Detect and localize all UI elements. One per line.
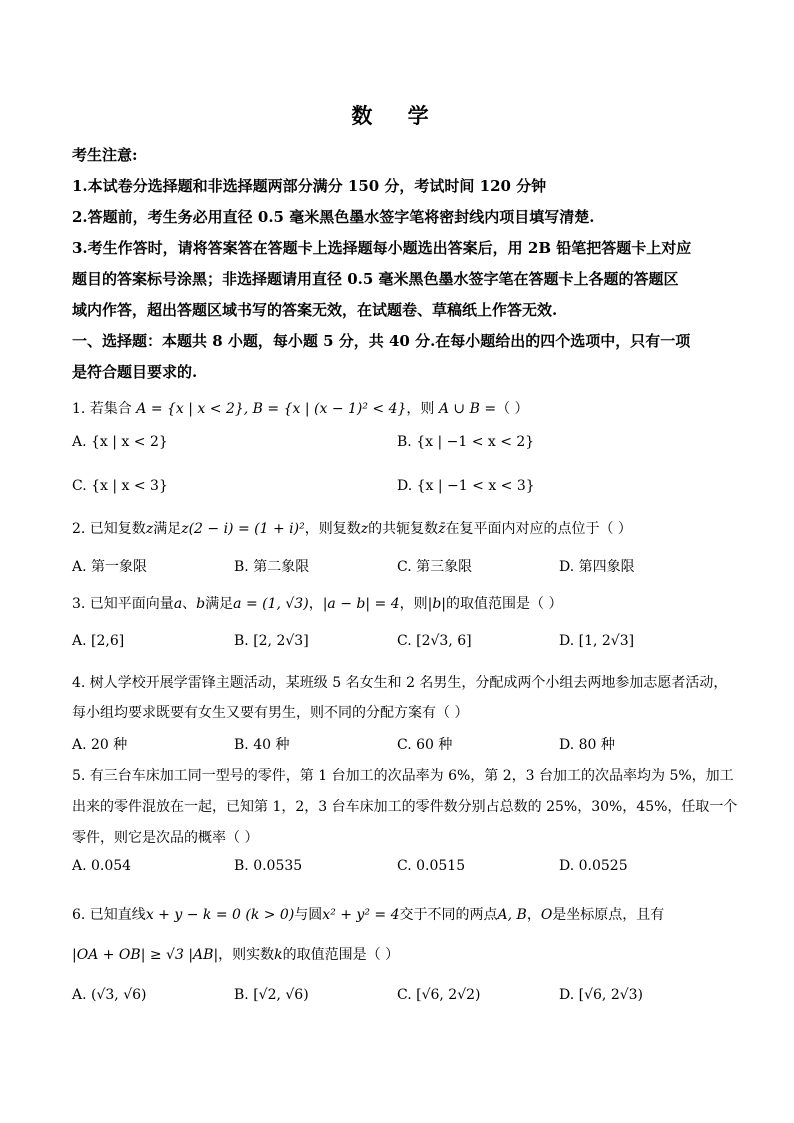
notice-heading: 考生注意: (72, 146, 138, 164)
question-5-option-b: B. 0.0535 (234, 858, 303, 874)
question-1-option-c: C. {x | x < 3} (72, 478, 168, 494)
question-3-stem: 3. 已知平面向量a、b满足a = (1, √3)，|a − b| = 4，则|b|的取值范围是（ ） (72, 596, 563, 612)
question-2-stem: 2. 已知复数z满足z(2 − i) = (1 + i)²，则复数z的共轭复数z̄在复平面内对应的点位于（ ） (72, 521, 632, 537)
question-4-option-a: A. 20 种 (72, 737, 128, 753)
question-3-option-c: C. [2√3, 6] (397, 633, 472, 649)
question-6-option-a: A. (√3, √6) (72, 987, 147, 1003)
question-5-stem-line2: 出来的零件混放在一起，已知第 1，2，3 台车床加工的零件数分别占总数的 25%，30%，45%，任取一个 (72, 799, 738, 815)
question-5-stem-line1: 5. 有三台车床加工同一型号的零件，第 1 台加工的次品率为 6%，第 2，3 台加工的次品率均为 5%，加工 (72, 768, 734, 784)
question-3-option-d: D. [1, 2√3] (559, 633, 635, 649)
question-2-option-c: C. 第三象限 (397, 559, 473, 575)
question-6-stem-line2: |OA + OB| ≥ √3 |AB|，则实数k的取值范围是（ ） (72, 947, 400, 963)
question-5-stem-line3: 零件，则它是次品的概率（ ） (72, 830, 259, 846)
question-4-stem-line1: 4. 树人学校开展学雷锋主题活动，某班级 5 名女生和 2 名男生，分配成两个小组去两地参加志愿者活动， (72, 675, 728, 691)
question-4-option-b: B. 40 种 (234, 737, 290, 753)
question-4-option-d: D. 80 种 (559, 737, 615, 753)
question-1-option-a: A. {x | x < 2} (72, 434, 168, 450)
question-5-option-c: C. 0.0515 (397, 858, 466, 874)
notice-item-3-end: 域内作答，超出答题区域书写的答案无效，在试题卷、草稿纸上作答无效. (72, 301, 558, 319)
question-2-option-a: A. 第一象限 (72, 559, 148, 575)
question-4-stem-line2: 每小组均要求既要有女生又要有男生，则不同的分配方案有（ ） (72, 705, 469, 721)
page-title: 数 学 (351, 103, 443, 128)
notice-item-1: 1.本试卷分选择题和非选择题两部分满分 150 分，考试时间 120 分钟 (72, 177, 547, 195)
notice-item-2: 2.答题前，考生务必用直径 0.5 毫米黑色墨水签字笔将密封线内项目填写清楚. (72, 208, 595, 226)
section-heading-line1: 一、选择题：本题共 8 小题，每小题 5 分，共 40 分.在每小题给出的四个选项中，只有一项 (72, 332, 691, 350)
question-6-stem-line1: 6. 已知直线x + y − k = 0 (k > 0)与圆x² + y² = 4交于不同的两点A, B，O是坐标原点，且有 (72, 907, 665, 923)
question-3-option-b: B. [2, 2√3] (234, 633, 309, 649)
question-5-option-d: D. 0.0525 (559, 858, 628, 874)
question-6-option-b: B. [√2, √6) (234, 987, 309, 1003)
question-6-option-d: D. [√6, 2√3) (559, 987, 644, 1003)
question-6-option-c: C. [√6, 2√2) (397, 987, 481, 1003)
question-5-option-a: A. 0.054 (72, 858, 132, 874)
notice-item-3-cont: 题目的答案标号涂黑；非选择题请用直径 0.5 毫米黑色墨水签字笔在答题卡上各题的答题区 (72, 270, 679, 288)
question-2-option-d: D. 第四象限 (559, 559, 635, 575)
question-1-stem: 1. 若集合 A = {x | x < 2}, B = {x | (x − 1)² < 4}，则 A ∪ B =（ ） (72, 401, 529, 417)
question-3-option-a: A. [2,6] (72, 633, 125, 649)
question-4-option-c: C. 60 种 (397, 737, 453, 753)
section-heading-line2: 是符合题目要求的. (72, 363, 198, 381)
question-2-option-b: B. 第二象限 (234, 559, 310, 575)
question-1-option-d: D. {x | −1 < x < 3} (397, 478, 535, 494)
question-1-option-b: B. {x | −1 < x < 2} (397, 434, 535, 450)
notice-item-3: 3.考生作答时，请将答案答在答题卡上选择题每小题选出答案后，用 2B 铅笔把答题卡上对应 (72, 239, 692, 257)
